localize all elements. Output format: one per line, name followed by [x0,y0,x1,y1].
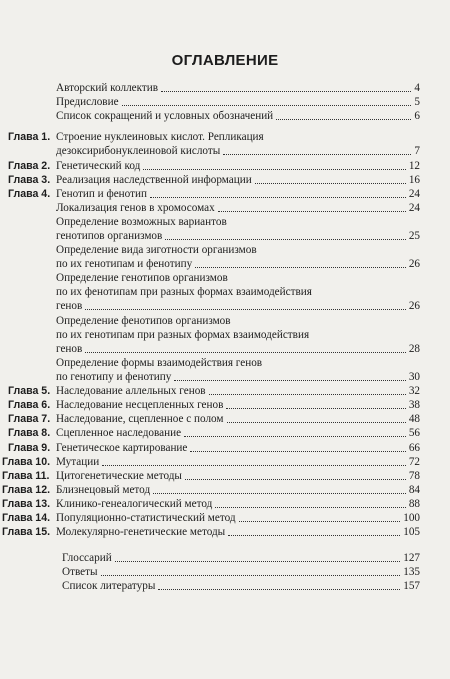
toc-entry-last-line [56,159,420,173]
toc-entry-title: по генотипу и фенотипу [56,370,172,383]
toc-entry-title: генов [56,342,83,355]
toc-entry [56,525,420,539]
toc-entry [56,384,420,398]
toc-entry [56,412,420,426]
toc-entry-title: Список литературы [62,580,156,593]
toc-entry [56,455,420,469]
chapter-label: Глава 14. [2,512,51,524]
dot-leader [255,183,406,184]
toc-entry [56,314,420,356]
dot-leader [158,589,400,590]
toc-entry [56,215,420,243]
toc-entry-last-line [56,81,420,95]
page-number: 12 [408,159,420,172]
toc-entry-last-line [56,398,420,412]
chapter-label: Глава 15. [2,526,51,539]
dot-leader [185,479,406,480]
page-number: 88 [408,497,420,510]
toc-entry-last-line [56,109,420,123]
toc-entry-line: Определение возможных вариантов [56,215,227,228]
toc-entry-last-line [56,426,420,440]
toc-entry-last-line [56,441,420,455]
dot-leader [276,119,411,120]
chapter-label: Глава 5. [8,385,51,398]
toc-entry-line: по их фенотипам при разных формах взаимодействия [56,286,312,299]
page-number: 26 [408,258,420,271]
toc-entry-last-line [56,342,420,356]
toc-entry-last-line [56,455,420,469]
chapter-label: Глава 6. [8,399,51,412]
chapter-label: Глава 1. [8,131,51,144]
chapter-label: Глава 10. [2,455,51,468]
toc-entry [56,81,420,95]
toc-entry [62,565,420,579]
chapter-label: Глава 12. [2,483,51,496]
page-number: 157 [403,580,420,593]
toc-entry-last-line [62,579,420,593]
dot-leader [226,408,405,409]
page-number: 4 [414,82,420,94]
chapter-label: Глава 3. [8,173,51,186]
dot-leader [195,267,406,268]
dot-leader [101,575,401,576]
page-number: 105 [403,526,420,539]
toc-entry-title: Мутации [56,455,100,468]
toc-entry-title: генотипов организмов [56,229,163,242]
page-number: 84 [408,483,420,496]
dot-leader [215,507,406,508]
toc-entry-title: Генетическое картирование [56,441,188,454]
toc-entry-title: Локализация генов в хромосомах [56,201,215,214]
toc-entry-last-line [62,565,420,579]
toc-entry-title: Глоссарий [62,552,112,565]
toc-entry [56,201,420,215]
toc-entry-last-line [56,187,420,201]
toc-entry-last-line [56,257,420,271]
dot-leader [153,493,406,494]
page-number: 72 [408,455,420,468]
toc-entry [56,130,420,158]
toc-entry [56,398,420,412]
dot-leader [122,105,412,106]
toc-entry-title: Наследование аллельных генов [56,385,206,398]
toc-entry-title: генов [56,300,83,313]
dot-leader [190,451,405,452]
toc-entry [56,109,420,123]
dot-leader [161,91,411,92]
toc-entry-title: Авторский коллектив [56,82,159,94]
dot-leader [174,380,405,381]
toc-entry-line: Строение нуклеиновых кислот. Репликация [56,131,264,144]
toc-entry-last-line [56,525,420,539]
dot-leader [223,154,411,155]
toc-entry-title: Список сокращений и условных обозначений [56,110,274,123]
dot-leader [227,422,406,423]
toc-entry [56,173,420,187]
toc-entry-line: Определение генотипов организмов [56,272,228,285]
chapter-label: Глава 13. [2,497,51,510]
toc-entry [56,426,420,440]
page-number: 16 [408,173,420,186]
toc-entry-last-line [56,229,420,243]
page-number: 24 [408,201,420,214]
toc-entry [56,243,420,271]
toc-entry [56,95,420,109]
page-number: 7 [414,145,420,158]
page-number: 48 [408,413,420,426]
toc-entry [56,511,420,525]
toc-entry-title: Генотип и фенотип [56,187,147,200]
page-number: 30 [408,370,420,383]
toc-entry-title: Цитогенетические методы [56,469,182,482]
toc-entry-title: Популяционно-статистический метод [56,512,236,524]
toc-entry-last-line [56,95,420,109]
page-number: 28 [408,342,420,355]
toc-entry-last-line [56,173,420,187]
dot-leader [150,197,406,198]
toc-entry-title: Наследование несцепленных генов [56,399,224,412]
toc-entry [56,483,420,497]
page-number: 6 [414,110,420,123]
toc-entry-last-line [56,144,420,158]
toc-entry-last-line [62,551,420,565]
dot-leader [184,436,406,437]
toc-entry-line: Определение формы взаимодействия генов [56,356,263,369]
chapter-label: Глава 2. [8,159,51,172]
page-number: 100 [403,512,420,524]
toc-entry-last-line [56,384,420,398]
toc-entry-title: Молекулярно-генетические методы [56,526,226,539]
toc-entry [62,579,420,593]
dot-leader [85,309,406,310]
toc-entry [62,551,420,565]
dot-leader [143,169,406,170]
toc-entry-last-line [56,370,420,384]
dot-leader [228,535,400,536]
page-number: 127 [403,552,420,565]
toc-entry-line: Определение фенотипов организмов [56,314,231,327]
dot-leader [239,521,401,522]
page-number: 26 [408,300,420,313]
toc-entry-title: Клинико-генеалогический метод [56,497,213,510]
page-number: 5 [414,96,420,109]
page-number: 78 [408,469,420,482]
toc-entry-title: дезоксирибонуклеиновой кислоты [56,145,221,158]
toc-entry-last-line [56,511,420,525]
toc-entry-title: Предисловие [56,96,119,109]
page-number: 135 [403,566,420,579]
toc-entry-last-line [56,201,420,215]
toc-entry [56,187,420,201]
dot-leader [218,211,406,212]
toc-entry-title: Генетический код [56,159,141,172]
toc-entry-title: Ответы [62,566,98,579]
page-number: 25 [408,229,420,242]
toc-entry-last-line [56,299,420,313]
toc-entry-title: Наследование, сцепленное с полом [56,413,224,426]
page-number: 32 [408,385,420,398]
toc-entry-line: Определение вида зиготности организмов [56,244,257,257]
toc-entry [56,356,420,384]
page-number: 24 [408,187,420,200]
chapter-label: Глава 7. [8,413,51,426]
toc-entry-last-line [56,497,420,511]
chapter-label: Глава 11. [2,469,50,482]
toc-entry [56,469,420,483]
page-number: 38 [408,399,420,412]
toc-entry [56,159,420,173]
toc-entry [56,497,420,511]
chapter-label: Глава 4. [8,187,51,200]
page-title: ОГЛАВЛЕНИЕ [171,52,279,69]
toc-entry-title: Сцепленное наследование [56,427,182,440]
toc-entry-last-line [56,483,420,497]
dot-leader [85,352,406,353]
toc-entry [56,271,420,313]
chapter-label: Глава 8. [8,427,51,440]
toc-entry-title: по их генотипам и фенотипу [56,258,193,271]
toc-entry [56,441,420,455]
toc-entry-title: Близнецовый метод [56,483,151,496]
dot-leader [102,465,406,466]
dot-leader [115,561,401,562]
toc-entry-title: Реализация наследственной информации [56,173,252,186]
chapter-label: Глава 9. [8,441,51,454]
page-number: 66 [408,441,420,454]
toc-entry-last-line [56,412,420,426]
dot-leader [209,394,406,395]
dot-leader [165,239,406,240]
toc-entry-line: по их генотипам при разных формах взаимодействия [56,328,310,341]
toc-entry-last-line [56,469,420,483]
page-number: 56 [408,427,420,440]
